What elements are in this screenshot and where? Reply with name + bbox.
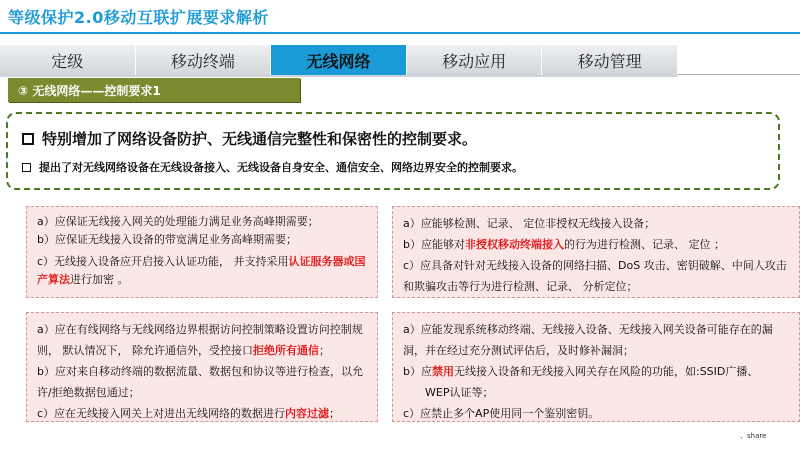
card3-item-c-pre: c）应在无线接入网关上对进出无线网络的数据进行 (37, 407, 286, 420)
tab-wireless-network[interactable]: 无线网络 (271, 45, 407, 75)
card1-item-c (37, 253, 367, 289)
card4-item-b-line2: WEP认证等； (425, 386, 494, 399)
title-divider (0, 32, 800, 34)
card3-item-a-highlight: 拒绝所有通信 (253, 344, 319, 357)
card3-item-b: b）应对来自移动终端的数据流量、数据包和协议等进行检查，以允许/拒绝数据包通过； (37, 365, 363, 399)
card4-item-b-continued (403, 382, 789, 403)
requirement-card-boundary-control (26, 312, 378, 422)
tab-underline (0, 75, 678, 77)
card4-item-b-pre: b）应 (403, 365, 432, 378)
tab-mobile-management[interactable]: 移动管理 (542, 45, 678, 75)
summary-line-1 (22, 128, 764, 149)
requirements-summary-box (6, 112, 780, 190)
card2-item-b (403, 234, 789, 255)
card2-item-c: c）应具备对针对无线接入设备的网络扫描、DoS 攻击、密钥破解、中间人攻击和欺骗攻击等行为进行检测、记录、 分析定位； (403, 259, 787, 293)
card3-item-c (37, 403, 367, 424)
card3-item-a (37, 319, 367, 361)
requirement-card-detection (392, 206, 800, 298)
card1-item-a: a）应保证无线接入网关的处理能力满足业务高峰期需要； (37, 215, 319, 228)
card4-item-a: a）应能发现系统移动终端、无线接入设备、无线接入网关设备可能存在的漏洞，并在经过充分测试评估后，及时修补漏洞； (403, 323, 773, 357)
tab-right-rule (678, 74, 800, 75)
section-heading: ③ 无线网络——控制要求1 (8, 78, 300, 102)
card1-item-b: b）应保证无线接入设备的带宽满足业务高峰期需要； (37, 233, 297, 246)
tab-dingji[interactable]: 定级 (0, 45, 136, 75)
checkbox-square-icon (22, 163, 31, 172)
tab-mobile-app[interactable]: 移动应用 (407, 45, 543, 75)
summary-line-1-text: 特别增加了网络设备防护、无线通信完整性和保密性的控制要求。 (42, 130, 478, 148)
card4-item-c: c）应禁止多个AP使用同一个鉴别密钥。 (403, 407, 600, 420)
tab-mobile-terminal[interactable]: 移动终端 (136, 45, 272, 75)
card4-item-b-highlight: 禁用 (431, 365, 454, 378)
card3-item-c-highlight: 内容过滤 (285, 407, 330, 420)
card3-item-a-pre: a）应在有线网络与无线网络边界根据访问控制策略设置访问控制规则， 默认情况下， 除允许通信外，受控接口 (37, 323, 363, 357)
card4-item-b-post: 无线接入设备和无线接入网关存在风险的功能，如:SSID广播、 (453, 365, 759, 378)
card1-item-c-pre: c）无线接入设备应开启接入认证功能， 并支持采用 (37, 255, 289, 268)
card2-item-b-pre: b）应能够对 (403, 238, 465, 251)
card3-item-c-post: ； (329, 407, 341, 420)
card1-item-c-highlight: 认证服务器或国产算法 (37, 255, 366, 286)
tab-bar (0, 45, 678, 75)
summary-line-2-text: 提出了对无线网络设备在无线设备接入、无线设备自身安全、通信安全、网络边界安全的控制要求。 (39, 161, 523, 174)
card2-item-b-highlight: 非授权移动终端接入 (464, 238, 564, 251)
requirement-card-access-capacity (26, 206, 378, 298)
card1-item-c-post: 进行加密 。 (70, 273, 129, 286)
card2-item-a: a）应能够检测、记录、 定位非授权无线接入设备； (403, 217, 656, 230)
page-title: 等级保护2.0移动互联扩展要求解析 (8, 8, 269, 27)
share-label: 、share (740, 432, 767, 440)
card4-item-b (403, 361, 789, 382)
card2-item-b-post: 的行为进行检测、记录、 定位 ； (563, 238, 725, 251)
requirement-card-device-security (392, 312, 800, 422)
summary-line-2 (22, 159, 764, 175)
checkbox-square-icon (22, 133, 34, 145)
card3-item-a-post: ； (319, 344, 330, 357)
